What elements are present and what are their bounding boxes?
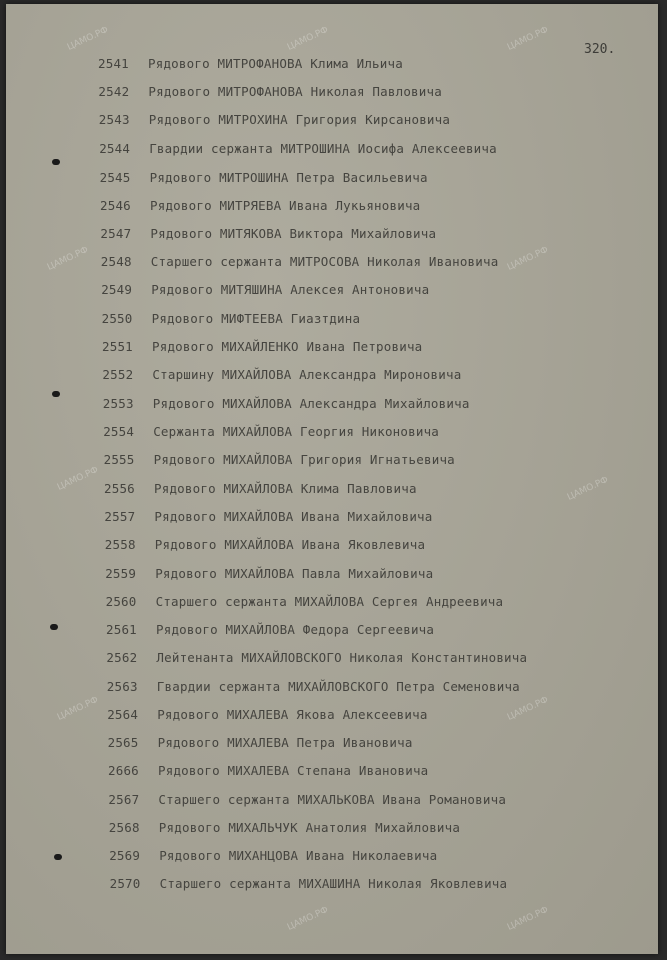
list-item bbox=[99, 141, 497, 156]
list-item bbox=[101, 254, 499, 269]
entry-number: 2551 bbox=[102, 339, 133, 354]
watermark: ЦАМО.РФ bbox=[565, 475, 611, 503]
binding-hole bbox=[52, 159, 60, 165]
entry-text: Рядового МИХАЙЛОВА Ивана Михайловича bbox=[154, 509, 433, 524]
entry-number: 2561 bbox=[106, 622, 137, 637]
entry-text: Лейтенанта МИХАЙЛОВСКОГО Николая Константиновича bbox=[156, 650, 528, 665]
list-item bbox=[109, 820, 460, 835]
entry-number: 2550 bbox=[101, 311, 133, 326]
list-item bbox=[108, 792, 506, 807]
entry-text: Рядового МИТРЯЕВА Ивана Лукьяновича bbox=[150, 198, 421, 213]
binding-hole bbox=[50, 624, 58, 630]
entry-number: 2559 bbox=[105, 566, 137, 581]
entry-number: 2554 bbox=[103, 424, 135, 439]
entry-number: 2570 bbox=[109, 876, 141, 891]
list-item bbox=[103, 396, 470, 411]
entry-number: 2555 bbox=[103, 452, 135, 467]
list-item bbox=[104, 452, 455, 467]
entry-text: Рядового МИХАЛЕВА Петра Ивановича bbox=[157, 735, 413, 750]
page-number: 320. bbox=[584, 42, 616, 57]
entry-number: 2562 bbox=[106, 650, 138, 665]
list-item bbox=[102, 339, 422, 354]
entry-number: 2549 bbox=[101, 282, 133, 297]
entry-number: 2548 bbox=[100, 254, 132, 269]
list-item bbox=[100, 170, 428, 185]
entry-number: 2569 bbox=[109, 848, 141, 863]
list-item bbox=[109, 848, 437, 863]
list-item bbox=[108, 735, 413, 750]
list-item bbox=[104, 509, 432, 524]
entry-text: Гвардии сержанта МИХАЙЛОВСКОГО Петра Семеновича bbox=[156, 679, 520, 694]
entry-number: 2545 bbox=[99, 170, 131, 185]
entry-number: 2666 bbox=[108, 763, 139, 778]
entry-number: 2558 bbox=[104, 537, 136, 552]
list-item bbox=[98, 84, 442, 99]
entry-number: 2568 bbox=[108, 820, 140, 835]
entry-text: Рядового МИХАЙЛОВА Павла Михайловича bbox=[155, 566, 434, 581]
entry-text: Рядового МИТРОХИНА Григория Кирсановича bbox=[148, 112, 451, 127]
entry-number: 2541 bbox=[98, 56, 129, 71]
list-item bbox=[108, 763, 428, 778]
entry-number: 2553 bbox=[102, 396, 134, 411]
entry-text: Рядового МИХАЙЛОВА Ивана Яковлевича bbox=[154, 537, 426, 552]
entry-number: 2544 bbox=[99, 141, 131, 156]
entry-number: 2557 bbox=[104, 509, 136, 524]
list-item bbox=[107, 679, 520, 694]
entry-number: 2542 bbox=[98, 84, 130, 99]
watermark: ЦАМО.РФ bbox=[505, 905, 551, 933]
watermark: ЦАМО.РФ bbox=[65, 25, 111, 53]
entry-number: 2565 bbox=[107, 735, 139, 750]
entry-text: Рядового МИТРОШИНА Петра Васильевича bbox=[149, 170, 428, 185]
entry-number: 2552 bbox=[102, 367, 134, 382]
entry-text: Рядового МИТРОФАНОВА Клима Ильича bbox=[148, 56, 403, 71]
entry-text: Рядового МИХАЙЛОВА Клима Павловича bbox=[154, 481, 417, 496]
entry-text: Рядового МИХАНЦОВА Ивана Николаевича bbox=[159, 848, 438, 863]
entry-number: 2567 bbox=[108, 792, 140, 807]
list-item bbox=[102, 311, 361, 326]
watermark: ЦАМО.РФ bbox=[505, 695, 551, 723]
watermark: ЦАМО.РФ bbox=[45, 245, 91, 273]
list-item bbox=[105, 537, 425, 552]
list-item bbox=[100, 198, 420, 213]
binding-hole bbox=[54, 854, 62, 860]
list-item bbox=[99, 112, 450, 127]
entry-text: Гвардии сержанта МИТРОШИНА Иосифа Алексеевича bbox=[149, 141, 497, 156]
document-page bbox=[6, 4, 658, 954]
entry-text: Старшего сержанта МИХАЙЛОВА Сергея Андреевича bbox=[155, 594, 504, 609]
watermark: ЦАМО.РФ bbox=[285, 25, 331, 53]
entry-number: 2547 bbox=[100, 226, 132, 241]
watermark: ЦАМО.РФ bbox=[285, 905, 331, 933]
watermark: ЦАМО.РФ bbox=[505, 25, 551, 53]
entry-text: Рядового МИТЯКОВА Виктора Михайловича bbox=[150, 226, 437, 241]
list-item bbox=[102, 367, 461, 382]
entry-text: Рядового МИТРОФАНОВА Николая Павловича bbox=[148, 84, 442, 99]
list-item bbox=[107, 707, 427, 722]
entry-text: Рядового МИХАЙЛОВА Федора Сергеевича bbox=[156, 622, 435, 637]
list-item bbox=[104, 481, 417, 496]
entry-text: Рядового МИТЯШИНА Алексея Антоновича bbox=[151, 282, 430, 297]
list-item bbox=[105, 566, 433, 581]
list-item bbox=[101, 282, 429, 297]
entry-text: Рядового МИХАЙЛЕНКО Ивана Петровича bbox=[152, 339, 423, 354]
entry-number: 2546 bbox=[100, 198, 131, 213]
list-item bbox=[106, 594, 504, 609]
entry-number: 2563 bbox=[106, 679, 138, 694]
list-item bbox=[106, 650, 527, 665]
entry-text: Старшину МИХАЙЛОВА Александра Мироновича bbox=[152, 367, 462, 382]
watermark: ЦАМО.РФ bbox=[505, 245, 551, 273]
entry-text: Старшего сержанта МИХАЛЬКОВА Ивана Романовича bbox=[158, 792, 507, 807]
entry-text: Рядового МИХАЛЬЧУК Анатолия Михайловича bbox=[158, 820, 461, 835]
entry-text: Старшего сержанта МИТРОСОВА Николая Ивановича bbox=[150, 254, 499, 269]
list-item bbox=[110, 876, 508, 891]
entry-text: Рядового МИХАЙЛОВА Григория Игнатьевича bbox=[153, 452, 455, 467]
entry-text: Рядового МИФТЕЕВА Гиазтдина bbox=[151, 311, 361, 326]
entry-text: Рядового МИХАЛЕВА Степана Ивановича bbox=[158, 763, 429, 778]
entry-number: 2543 bbox=[98, 112, 130, 127]
entry-number: 2556 bbox=[104, 481, 135, 496]
list-item bbox=[106, 622, 434, 637]
entry-text: Рядового МИХАЛЕВА Якова Алексеевича bbox=[157, 707, 428, 722]
list-item bbox=[100, 226, 436, 241]
watermark: ЦАМО.РФ bbox=[55, 695, 101, 723]
list-item bbox=[103, 424, 439, 439]
list-item bbox=[98, 56, 403, 71]
watermark: ЦАМО.РФ bbox=[55, 465, 101, 493]
entry-text: Рядового МИХАЙЛОВА Александра Михайловича bbox=[152, 396, 470, 411]
binding-hole bbox=[52, 391, 60, 397]
entry-number: 2564 bbox=[107, 707, 139, 722]
entry-number: 2560 bbox=[105, 594, 137, 609]
entry-text: Старшего сержанта МИХАШИНА Николая Яковлевича bbox=[159, 876, 508, 891]
entry-text: Сержанта МИХАЙЛОВА Георгия Никоновича bbox=[153, 424, 440, 439]
